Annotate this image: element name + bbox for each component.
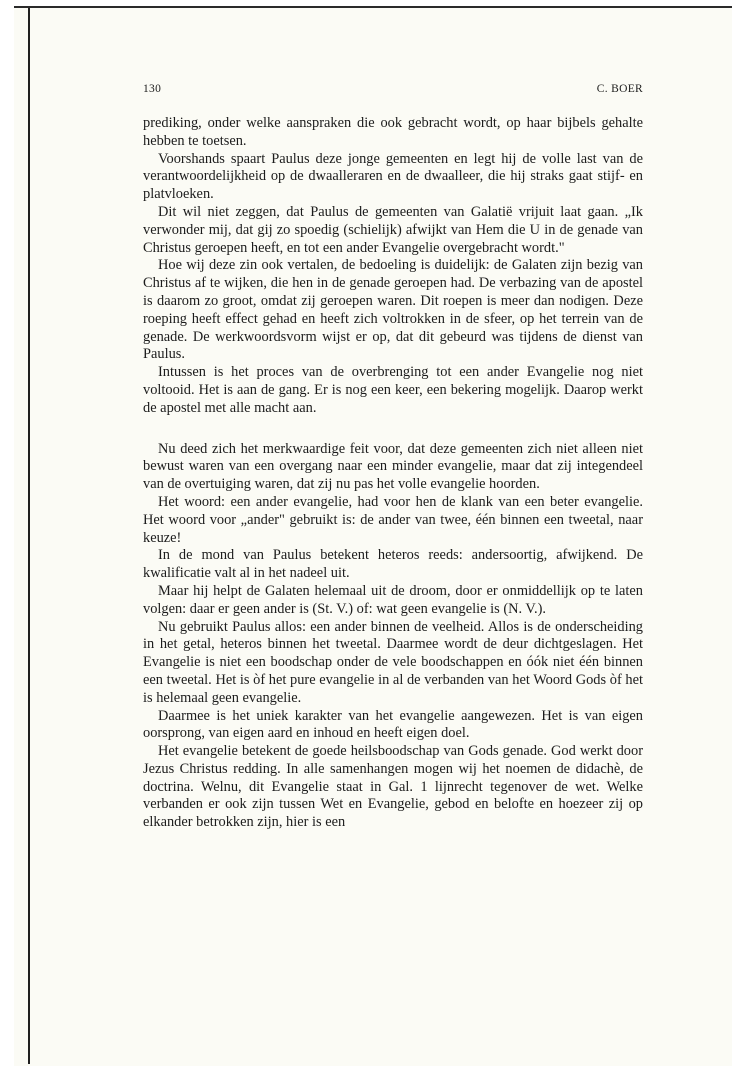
paragraph: Hoe wij deze zin ook vertalen, de bedoeling is duidelijk: de Galaten zijn bezig van Christus af te wijken, die hen in de genade geroepen had. De verbazing van de apostel is daarom zo groot, omdat zij geroepen waren. Dit roepen is meer dan nodigen. Deze roeping heeft effect gehad en heeft zich voltrokken in de sfeer, op het terrein van de genade. De werkwoordsvorm wijst er op, dat dit gebeurd was tijdens de dienst van Paulus. — [143, 257, 643, 363]
section-break — [143, 418, 643, 441]
paragraph: Daarmee is het uniek karakter van het evangelie aangewezen. Het is van eigen oorsprong, van eigen aard en inhoud en heeft eigen doel. — [143, 707, 643, 742]
paragraph: Dit wil niet zeggen, dat Paulus de gemeenten van Galatië vrijuit laat gaan. „Ik verwonder mij, dat gij zo spoedig (schielijk) afwijkt van Hem die U in de genade van Christus geroepen heeft, en tot een ander Evangelie overgebracht wordt." — [143, 203, 643, 256]
paragraph: prediking, onder welke aanspraken die ook gebracht wordt, op haar bijbels gehalte hebben te toetsen. — [143, 115, 643, 149]
paragraph: Maar hij helpt de Galaten helemaal uit de droom, door er onmiddellijk op te laten volgen: daar er geen ander is (St. V.) of: wat geen evangelie is (N. V.). — [143, 582, 643, 617]
binding-edge — [28, 8, 30, 1064]
paragraph: Het woord: een ander evangelie, had voor hen de klank van een beter evangelie. Het woord voor „ander" gebruikt is: de ander van twee, één binnen een tweetal, naar keuze! — [143, 493, 643, 546]
paragraph: Nu deed zich het merkwaardige feit voor, dat deze gemeenten zich niet alleen niet bewust waren van een overgang naar een minder evangelie, maar dat zij integendeel van de overtuiging waren, dat zij nu pas het volle evangelie hoorden. — [143, 440, 643, 493]
body-text — [143, 115, 643, 832]
paragraph: Intussen is het proces van de overbrenging tot een ander Evangelie nog niet voltooid. Het is aan de gang. Er is nog een keer, een bekering mogelijk. Daarop werkt de apostel met alle macht aan. — [143, 364, 643, 416]
paragraph: Het evangelie betekent de goede heilsboodschap van Gods genade. God werkt door Jezus Christus redding. In alle samenhangen mogen wij het noemen de didachè, de doctrina. Welnu, dit Evangelie staat in Gal. 1 lijnrecht tegenover de wet. Welke verbanden er ook zijn tussen Wet en Evangelie, gebod en belofte en hoezeer zij op elkander betrokken zijn, hier is een — [143, 743, 643, 831]
book-page — [143, 83, 643, 832]
running-title: C. BOER — [596, 83, 643, 95]
paragraph: Nu gebruikt Paulus allos: een ander binnen de veelheid. Allos is de onderscheiding in het getal, heteros binnen het tweetal. Daarmee wordt de deur dichtgeslagen. Het Evangelie is niet een boodschap onder de vele boodschappen en óók niet één binnen een tweetal. Het is òf het pure evangelie in al de verbanden van het Woord Gods òf het is helemaal geen evangelie. — [143, 618, 643, 706]
page-number: 130 — [143, 83, 162, 95]
running-head — [143, 83, 643, 103]
paragraph: Voorshands spaart Paulus deze jonge gemeenten en legt hij de volle last van de verantwoordelijkheid op de dwaalleraren en de dwaalleer, die hij straks gaat stijf- en platvloeken. — [143, 150, 643, 203]
paragraph: In de mond van Paulus betekent heteros reeds: andersoortig, afwijkend. De kwalificatie valt al in het nadeel uit. — [143, 547, 643, 582]
